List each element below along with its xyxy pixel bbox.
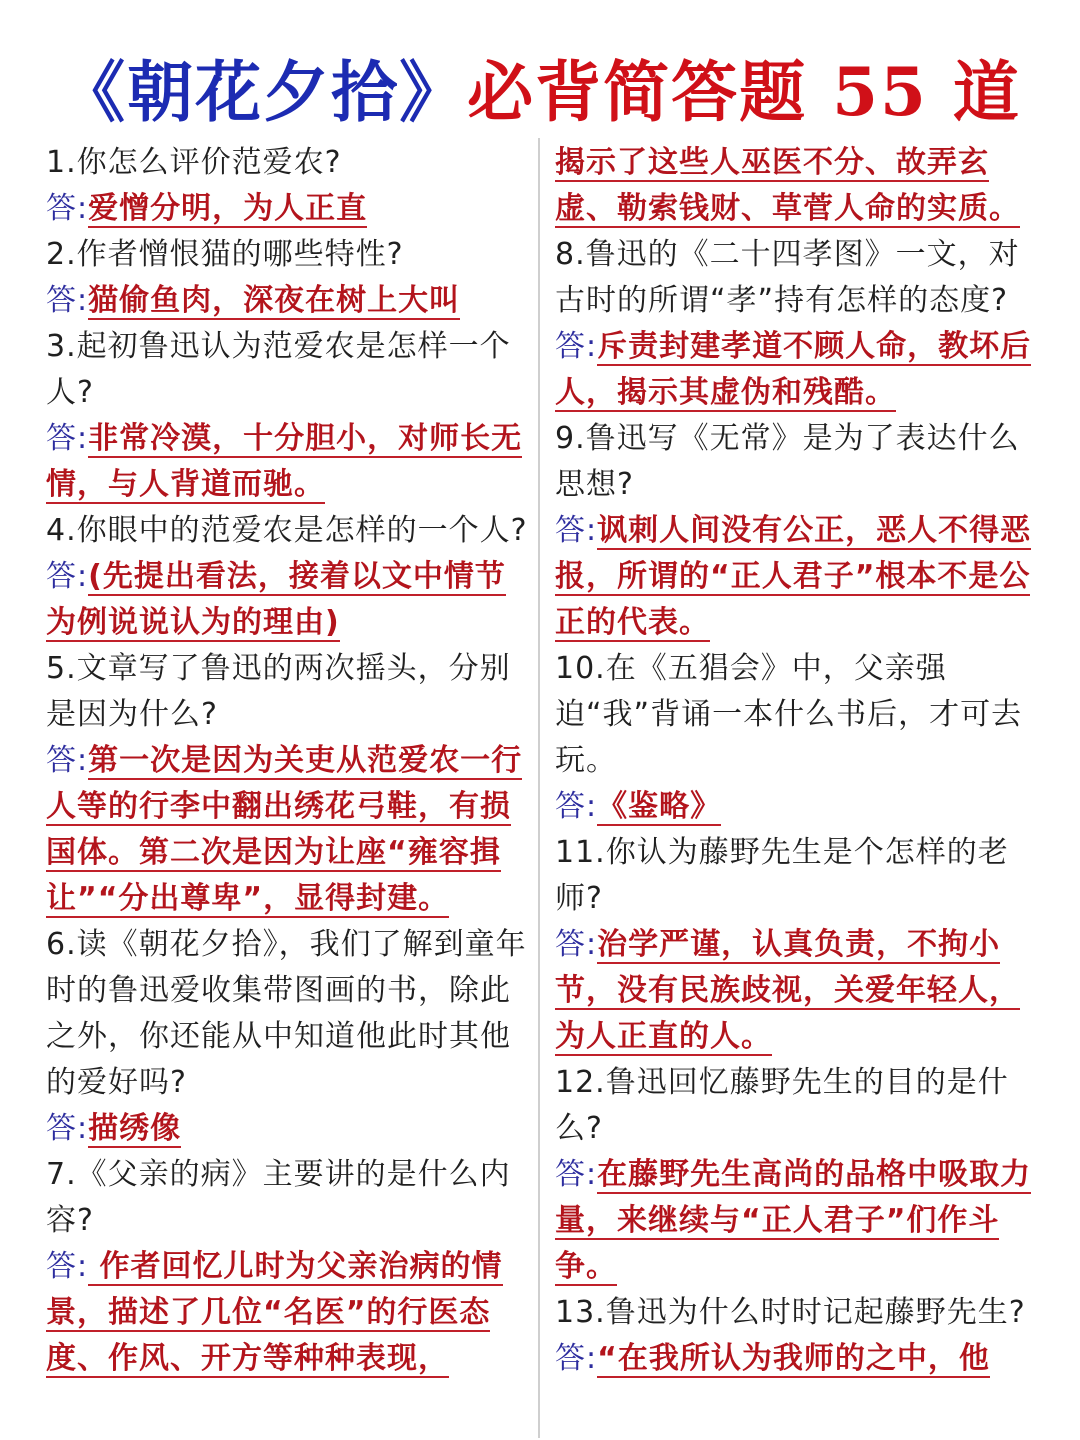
answer-prefix: 答: — [555, 513, 598, 548]
title-book-name: 《朝花夕拾》 — [59, 53, 468, 131]
answer-5 — [46, 738, 532, 922]
answer-text: 斥责封建孝道不顾人命，教坏后人，揭示其虚伪和残酷。 — [555, 329, 1032, 410]
qa-item-1 — [46, 140, 532, 232]
qa-item-6 — [46, 922, 532, 1152]
answer-prefix: 答: — [555, 789, 598, 824]
answer-text: 非常冷漠，十分胆小，对师长无情，与人背道而驰。 — [46, 421, 523, 502]
question-10: 10.在《五猖会》中，父亲强迫“我”背诵一本什么书后，才可去玩。 — [555, 651, 1023, 778]
answer-text: 揭示了这些人巫医不分、故弄玄虚、勒索钱财、草菅人命的实质。 — [555, 145, 1020, 226]
answer-prefix: 答: — [46, 1249, 89, 1284]
answer-text: 描绣像 — [88, 1111, 182, 1146]
answer-3 — [46, 416, 532, 508]
answer-8 — [555, 324, 1041, 416]
answer-7-continued — [555, 140, 1041, 232]
answer-text: 治学严谨，认真负责，不拘小节，没有民族歧视，关爱年轻人，为人正直的人。 — [555, 927, 1020, 1054]
answer-text: 《鉴略》 — [597, 789, 722, 824]
answer-text: 猫偷鱼肉，深夜在树上大叫 — [88, 283, 461, 318]
question-3: 3.起初鲁迅认为范爱农是怎样一个人? — [46, 329, 511, 410]
answer-text: (先提出看法，接着以文中情节为例说说认为的理由) — [46, 559, 506, 640]
answer-text: 讽刺人间没有公正，恶人不得恶报，所谓的“正人君子”根本不是公正的代表。 — [555, 513, 1032, 640]
question-1: 1.你怎么评价范爱农? — [46, 145, 342, 180]
right-column — [555, 140, 1041, 1382]
column-divider — [538, 138, 540, 1438]
qa-item-2 — [46, 232, 532, 324]
answer-prefix: 答: — [46, 191, 89, 226]
question-2: 2.作者憎恨猫的哪些特性? — [46, 237, 404, 272]
question-6: 6.读《朝花夕拾》，我们了解到童年时的鲁迅爱收集带图画的书，除此之外，你还能从中知道他此时其他的爱好吗? — [46, 927, 527, 1100]
qa-item-7-continued — [555, 140, 1041, 232]
left-column — [46, 140, 532, 1382]
answer-9 — [555, 508, 1041, 646]
answer-prefix: 答: — [46, 421, 89, 456]
question-7: 7.《父亲的病》主要讲的是什么内容? — [46, 1157, 511, 1238]
question-4: 4.你眼中的范爱农是怎样的一个人? — [46, 513, 528, 548]
question-8: 8.鲁迅的《二十四孝图》一文，对古时的所谓“孝”持有怎样的态度? — [555, 237, 1020, 318]
answer-4 — [46, 554, 532, 646]
question-13: 13.鲁迅为什么时时记起藤野先生? — [555, 1295, 1026, 1330]
qa-item-13 — [555, 1290, 1041, 1382]
answer-text: “在我所认为我师的之中，他 — [597, 1341, 990, 1376]
answer-prefix: 答: — [555, 329, 598, 364]
qa-item-9 — [555, 416, 1041, 646]
answer-13 — [555, 1336, 1041, 1382]
qa-item-5 — [46, 646, 532, 922]
answer-10 — [555, 784, 1041, 830]
answer-2 — [46, 278, 532, 324]
answer-prefix: 答: — [46, 743, 89, 778]
question-9: 9.鲁迅写《无常》是为了表达什么思想? — [555, 421, 1020, 502]
qa-item-8 — [555, 232, 1041, 416]
answer-prefix: 答: — [46, 283, 89, 318]
title-subject: 必背简答题 55 道 — [467, 53, 1021, 131]
answer-text: 第一次是因为关吏从范爱农一行人等的行李中翻出绣花弓鞋，有损国体。第二次是因为让座“雍容揖让”“分出尊卑”，显得封建。 — [46, 743, 523, 916]
answer-text: 爱憎分明，为人正直 — [88, 191, 368, 226]
qa-item-11 — [555, 830, 1041, 1060]
answer-prefix: 答: — [46, 559, 89, 594]
answer-6 — [46, 1106, 532, 1152]
answer-text: 在藤野先生高尚的品格中吸取力量，来继续与“正人君子”们作斗争。 — [555, 1157, 1032, 1284]
answer-prefix: 答: — [555, 1341, 598, 1376]
answer-1 — [46, 186, 532, 232]
qa-item-3 — [46, 324, 532, 508]
qa-item-12 — [555, 1060, 1041, 1290]
answer-prefix: 答: — [46, 1111, 89, 1146]
answer-prefix: 答: — [555, 1157, 598, 1192]
qa-item-7 — [46, 1152, 532, 1382]
page-title — [0, 42, 1080, 142]
answer-7 — [46, 1244, 532, 1382]
question-12: 12.鲁迅回忆藤野先生的目的是什么? — [555, 1065, 1009, 1146]
answer-11 — [555, 922, 1041, 1060]
answer-12 — [555, 1152, 1041, 1290]
answer-prefix: 答: — [555, 927, 598, 962]
answer-text: 作者回忆儿时为父亲治病的情景，描述了几位“名医”的行医态度、作风、开方等种种表现， — [46, 1249, 503, 1376]
qa-item-4 — [46, 508, 532, 646]
question-11: 11.你认为藤野先生是个怎样的老师? — [555, 835, 1009, 916]
qa-item-10 — [555, 646, 1041, 830]
question-5: 5.文章写了鲁迅的两次摇头，分别是因为什么? — [46, 651, 511, 732]
